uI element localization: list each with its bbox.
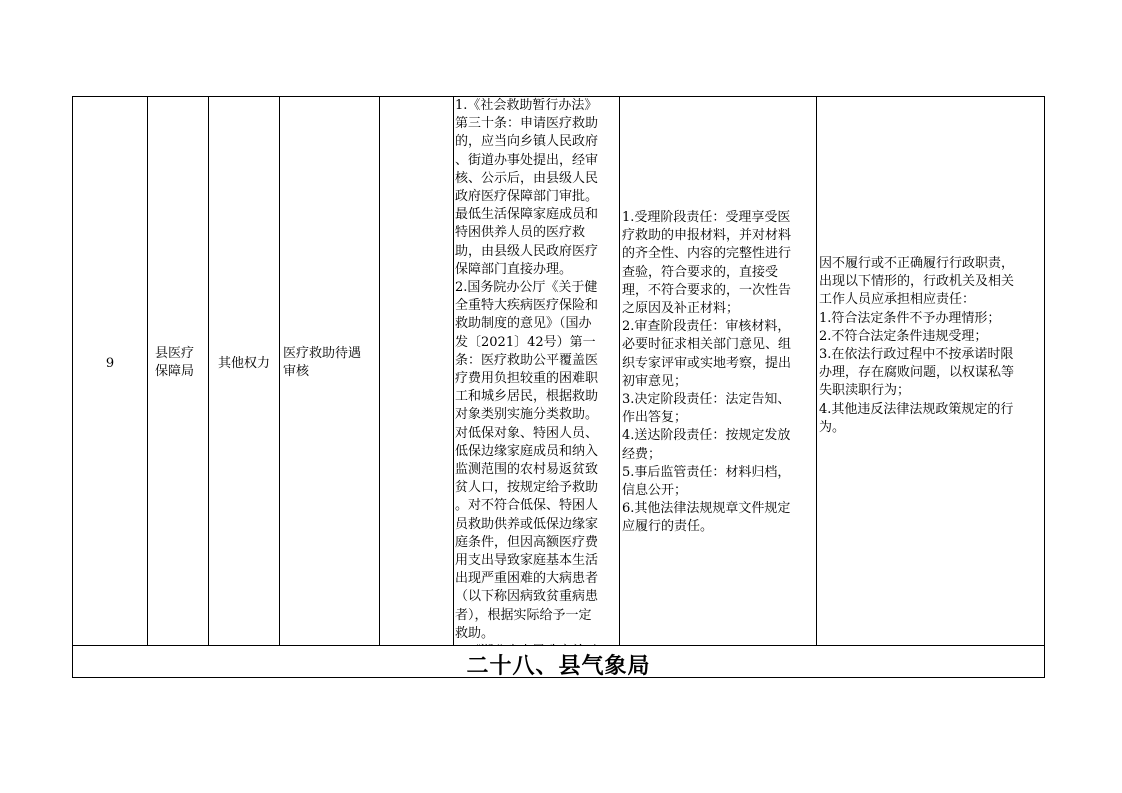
legal-basis-line: 疗费用负担较重的困难职: [455, 371, 599, 387]
accountability-line: 3.在依法行政过程中不按承诺时限: [819, 347, 1014, 363]
legal-basis-line: 对低保对象、特困人员、: [455, 425, 599, 441]
section-title: 二十八、县气象局: [466, 653, 651, 679]
responsibility-line: 6.其他法律法规规章文件规定: [622, 501, 791, 517]
legal-basis-line: 用支出导致家庭基本生活: [455, 553, 599, 569]
item-name-line: 审核: [283, 364, 310, 380]
legal-basis-line: 员救助供养或低保边缘家: [455, 516, 599, 532]
legal-basis-line: 1.《社会救助暂行办法》: [455, 98, 598, 113]
legal-basis-line: 发〔2021〕42号）第一: [455, 334, 596, 350]
legal-basis-line: 对象类别实施分类救助。: [455, 407, 599, 423]
responsibility-line: 疗救助的申报材料，并对材料: [622, 228, 792, 244]
item-name-line: 医疗救助待遇: [283, 346, 362, 361]
responsibility-line: 4.送达阶段责任：按规定发放: [622, 428, 791, 444]
responsibility-line: 的齐全性、内容的完整性进行: [622, 246, 792, 262]
legal-basis-line: 特困供养人员的医疗救: [455, 225, 586, 241]
accountability-line: 1.符合法定条件不予办理情形；: [819, 310, 1001, 326]
accountability-line: 失职渎职行为；: [819, 383, 911, 399]
column-divider: [147, 97, 148, 645]
legal-basis-line: 的，应当向乡镇人民政府: [455, 134, 599, 150]
accountability-cell: [817, 255, 1045, 437]
responsibility-line: 织专家评审或实地考察，提出: [622, 355, 792, 371]
responsibility-line: 5.事后监管责任：材料归档，: [622, 464, 791, 480]
responsibility-line: 理，不符合要求的，一次性告: [622, 282, 792, 298]
department-line: 保障局: [155, 364, 195, 380]
department-cell: [149, 345, 209, 381]
legal-basis-line: 核、公示后，由县级人民: [455, 170, 599, 186]
power-list-table: [72, 96, 1045, 678]
legal-basis-line: 出现严重困难的大病患者: [455, 571, 599, 587]
legal-basis-line: 工和城乡居民，根据救助: [455, 389, 599, 405]
row-divider: [73, 645, 1044, 646]
legal-basis-line: 者），根据实际给予一定: [455, 607, 592, 623]
responsibility-line: 1.受理阶段责任：受理享受医: [622, 210, 791, 225]
legal-basis-line: 助，由县级人民政府医疗: [455, 243, 599, 259]
accountability-line: 工作人员应承担相应责任：: [819, 292, 976, 308]
accountability-line: 4.其他违反法律法规政策规定的行: [819, 401, 1014, 417]
legal-basis-line: 全重特大疾病医疗保险和: [455, 298, 599, 314]
department-line: 县医疗: [155, 346, 195, 361]
legal-basis-line: 第三十条：申请医疗救助: [455, 116, 599, 132]
power-type-cell: 其他权力: [217, 356, 270, 371]
accountability-line: 办理，存在腐败问题，以权谋私等: [819, 365, 1015, 381]
responsibility-line: 信息公开；: [622, 483, 688, 499]
responsibility-cell: [620, 209, 816, 537]
legal-basis-line: 保障部门直接办理。: [455, 261, 573, 277]
accountability-line: 因不履行或不正确履行行政职责，: [819, 256, 1015, 271]
column-divider: [279, 97, 280, 645]
legal-basis-line: 救助制度的意见》（国办: [455, 316, 592, 332]
legal-basis-line: 。对不符合低保、特困人: [455, 498, 599, 514]
responsibility-line: 3.决定阶段责任：法定告知、: [622, 392, 791, 408]
legal-basis-line: 条：医疗救助公平覆盖医: [455, 352, 599, 368]
accountability-line: 2.不符合法定条件违规受理；: [819, 328, 988, 344]
responsibility-line: 经费；: [622, 446, 662, 462]
legal-basis-line: 、街道办事处提出，经审: [455, 152, 599, 168]
responsibility-line: 初审意见；: [622, 373, 688, 389]
legal-basis-line: 贫人口，按规定给予救助: [455, 480, 599, 496]
legal-basis-line: [455, 643, 618, 645]
seq-number-cell: 9: [105, 356, 115, 371]
accountability-line: 出现以下情形的，行政机关及相关: [819, 274, 1015, 290]
column-divider: [379, 97, 380, 645]
legal-basis-line: 救助。: [455, 625, 495, 641]
item-name-cell: [281, 345, 379, 381]
legal-basis-line: （以下称因病致贫重病患: [455, 589, 599, 605]
responsibility-line: 2.审查阶段责任：审核材料，: [622, 319, 791, 335]
legal-basis-line: 低保边缘家庭成员和纳入: [455, 443, 599, 459]
legal-basis-line: 2.国务院办公厅《关于健: [455, 280, 598, 296]
legal-basis-line: 最低生活保障家庭成员和: [455, 207, 599, 223]
legal-basis-line: 政府医疗保障部门审批。: [455, 189, 599, 205]
responsibility-line: 必要时征求相关部门意见、组: [622, 337, 792, 353]
responsibility-line: 作出答复；: [622, 410, 688, 426]
responsibility-line: 查验，符合要求的，直接受: [622, 264, 779, 280]
legal-basis-line: 庭条件，但因高额医疗费: [455, 534, 599, 550]
responsibility-line: 应履行的责任。: [622, 519, 714, 535]
legal-basis-cell: [454, 97, 619, 645]
legal-basis-line: 监测范围的农村易返贫致: [455, 462, 599, 478]
responsibility-line: 之原因及补正材料；: [622, 301, 740, 317]
accountability-line: 为。: [819, 419, 846, 435]
